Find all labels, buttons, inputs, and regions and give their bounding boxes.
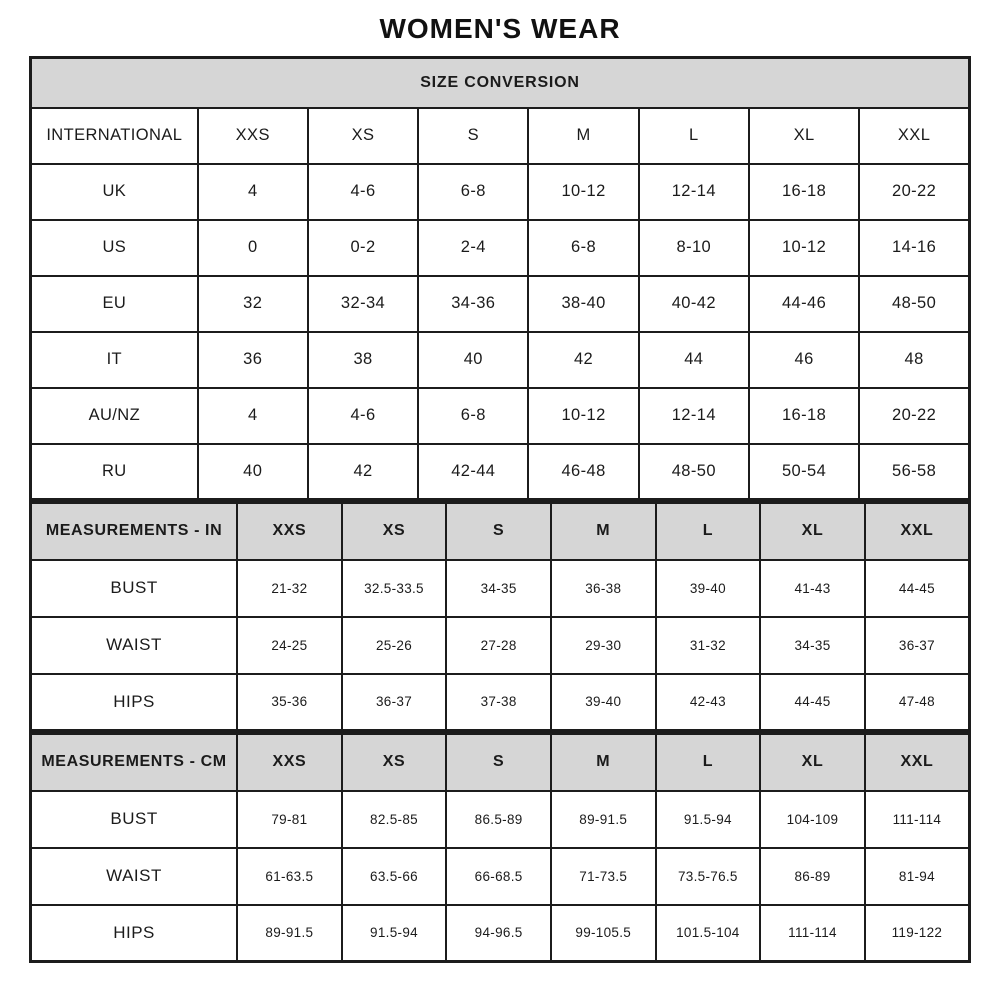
value-cell: 86-89 [760, 848, 865, 905]
column-header: XXS [198, 108, 308, 164]
table-row [31, 276, 970, 332]
table-row [31, 388, 970, 444]
column-header: XXS [237, 503, 342, 560]
value-cell: 89-91.5 [237, 905, 342, 962]
value-cell: 8-10 [639, 220, 749, 276]
value-cell: 104-109 [760, 791, 865, 848]
column-header: L [656, 503, 761, 560]
column-header: XXL [865, 503, 970, 560]
value-cell: 29-30 [551, 617, 656, 674]
value-cell: 119-122 [865, 905, 970, 962]
value-cell: 12-14 [639, 388, 749, 444]
column-header: S [446, 503, 551, 560]
value-cell: 82.5-85 [342, 791, 447, 848]
table-caption: SIZE CONVERSION [31, 58, 970, 108]
value-cell: 4 [198, 388, 308, 444]
value-cell: 48-50 [639, 444, 749, 500]
value-cell: 34-35 [760, 617, 865, 674]
value-cell: 91.5-94 [342, 905, 447, 962]
row-label: HIPS [31, 905, 238, 962]
value-cell: 4-6 [308, 388, 418, 444]
value-cell: 6-8 [418, 388, 528, 444]
column-header: XXL [865, 734, 970, 791]
row-label: RU [31, 444, 198, 500]
value-cell: 39-40 [551, 674, 656, 731]
value-cell: 101.5-104 [656, 905, 761, 962]
value-cell: 44 [639, 332, 749, 388]
row-label: BUST [31, 560, 238, 617]
row-label: WAIST [31, 848, 238, 905]
value-cell: 41-43 [760, 560, 865, 617]
value-cell: 34-35 [446, 560, 551, 617]
table-row [31, 220, 970, 276]
value-cell: 40-42 [639, 276, 749, 332]
value-cell: 27-28 [446, 617, 551, 674]
value-cell: 99-105.5 [551, 905, 656, 962]
value-cell: 20-22 [859, 164, 969, 220]
value-cell: 40 [198, 444, 308, 500]
size-conversion-table [29, 56, 971, 501]
row-label: AU/NZ [31, 388, 198, 444]
value-cell: 81-94 [865, 848, 970, 905]
value-cell: 36-37 [865, 617, 970, 674]
table-row [31, 58, 970, 108]
column-header: XL [760, 503, 865, 560]
column-header: M [528, 108, 638, 164]
column-header: XS [342, 734, 447, 791]
value-cell: 39-40 [656, 560, 761, 617]
table-row [31, 560, 970, 617]
value-cell: 89-91.5 [551, 791, 656, 848]
value-cell: 32.5-33.5 [342, 560, 447, 617]
value-cell: 79-81 [237, 791, 342, 848]
value-cell: 20-22 [859, 388, 969, 444]
value-cell: 12-14 [639, 164, 749, 220]
value-cell: 4 [198, 164, 308, 220]
value-cell: 44-45 [760, 674, 865, 731]
value-cell: 10-12 [528, 388, 638, 444]
table-caption: MEASUREMENTS - IN [31, 503, 238, 560]
value-cell: 56-58 [859, 444, 969, 500]
column-header: INTERNATIONAL [31, 108, 198, 164]
row-label: HIPS [31, 674, 238, 731]
value-cell: 38 [308, 332, 418, 388]
column-header: S [418, 108, 528, 164]
value-cell: 94-96.5 [446, 905, 551, 962]
column-header: M [551, 503, 656, 560]
table-row [31, 617, 970, 674]
value-cell: 71-73.5 [551, 848, 656, 905]
value-cell: 35-36 [237, 674, 342, 731]
value-cell: 37-38 [446, 674, 551, 731]
table-row [31, 164, 970, 220]
value-cell: 0 [198, 220, 308, 276]
column-header: M [551, 734, 656, 791]
value-cell: 42-44 [418, 444, 528, 500]
table-row [31, 848, 970, 905]
table-row [31, 791, 970, 848]
value-cell: 91.5-94 [656, 791, 761, 848]
table-caption: MEASUREMENTS - CM [31, 734, 238, 791]
value-cell: 25-26 [342, 617, 447, 674]
value-cell: 31-32 [656, 617, 761, 674]
value-cell: 48 [859, 332, 969, 388]
value-cell: 32-34 [308, 276, 418, 332]
value-cell: 32 [198, 276, 308, 332]
value-cell: 111-114 [865, 791, 970, 848]
row-label: UK [31, 164, 198, 220]
value-cell: 10-12 [749, 220, 859, 276]
value-cell: 61-63.5 [237, 848, 342, 905]
value-cell: 10-12 [528, 164, 638, 220]
value-cell: 111-114 [760, 905, 865, 962]
column-header: L [656, 734, 761, 791]
value-cell: 36 [198, 332, 308, 388]
value-cell: 73.5-76.5 [656, 848, 761, 905]
table-row [31, 503, 970, 560]
measurements-in-table [29, 501, 971, 732]
column-header: XXS [237, 734, 342, 791]
page-title: WOMEN'S WEAR [379, 13, 621, 44]
row-label: US [31, 220, 198, 276]
row-label: BUST [31, 791, 238, 848]
value-cell: 50-54 [749, 444, 859, 500]
value-cell: 44-46 [749, 276, 859, 332]
value-cell: 63.5-66 [342, 848, 447, 905]
value-cell: 0-2 [308, 220, 418, 276]
measurements-cm-table [29, 732, 971, 963]
column-header: XS [308, 108, 418, 164]
value-cell: 47-48 [865, 674, 970, 731]
row-label: EU [31, 276, 198, 332]
value-cell: 16-18 [749, 164, 859, 220]
value-cell: 46 [749, 332, 859, 388]
column-header: XXL [859, 108, 969, 164]
table-row [31, 444, 970, 500]
column-header: XL [749, 108, 859, 164]
column-header: XS [342, 503, 447, 560]
value-cell: 42-43 [656, 674, 761, 731]
column-header: S [446, 734, 551, 791]
table-row [31, 674, 970, 731]
row-label: WAIST [31, 617, 238, 674]
value-cell: 36-37 [342, 674, 447, 731]
value-cell: 34-36 [418, 276, 528, 332]
value-cell: 42 [308, 444, 418, 500]
value-cell: 42 [528, 332, 638, 388]
value-cell: 36-38 [551, 560, 656, 617]
row-label: IT [31, 332, 198, 388]
value-cell: 16-18 [749, 388, 859, 444]
table-row [31, 734, 970, 791]
column-header: XL [760, 734, 865, 791]
value-cell: 40 [418, 332, 528, 388]
value-cell: 66-68.5 [446, 848, 551, 905]
table-row [31, 905, 970, 962]
value-cell: 48-50 [859, 276, 969, 332]
value-cell: 14-16 [859, 220, 969, 276]
column-header: L [639, 108, 749, 164]
value-cell: 46-48 [528, 444, 638, 500]
value-cell: 86.5-89 [446, 791, 551, 848]
value-cell: 38-40 [528, 276, 638, 332]
value-cell: 4-6 [308, 164, 418, 220]
value-cell: 6-8 [528, 220, 638, 276]
value-cell: 21-32 [237, 560, 342, 617]
table-row [31, 332, 970, 388]
value-cell: 2-4 [418, 220, 528, 276]
value-cell: 24-25 [237, 617, 342, 674]
table-row [31, 108, 970, 164]
value-cell: 6-8 [418, 164, 528, 220]
value-cell: 44-45 [865, 560, 970, 617]
